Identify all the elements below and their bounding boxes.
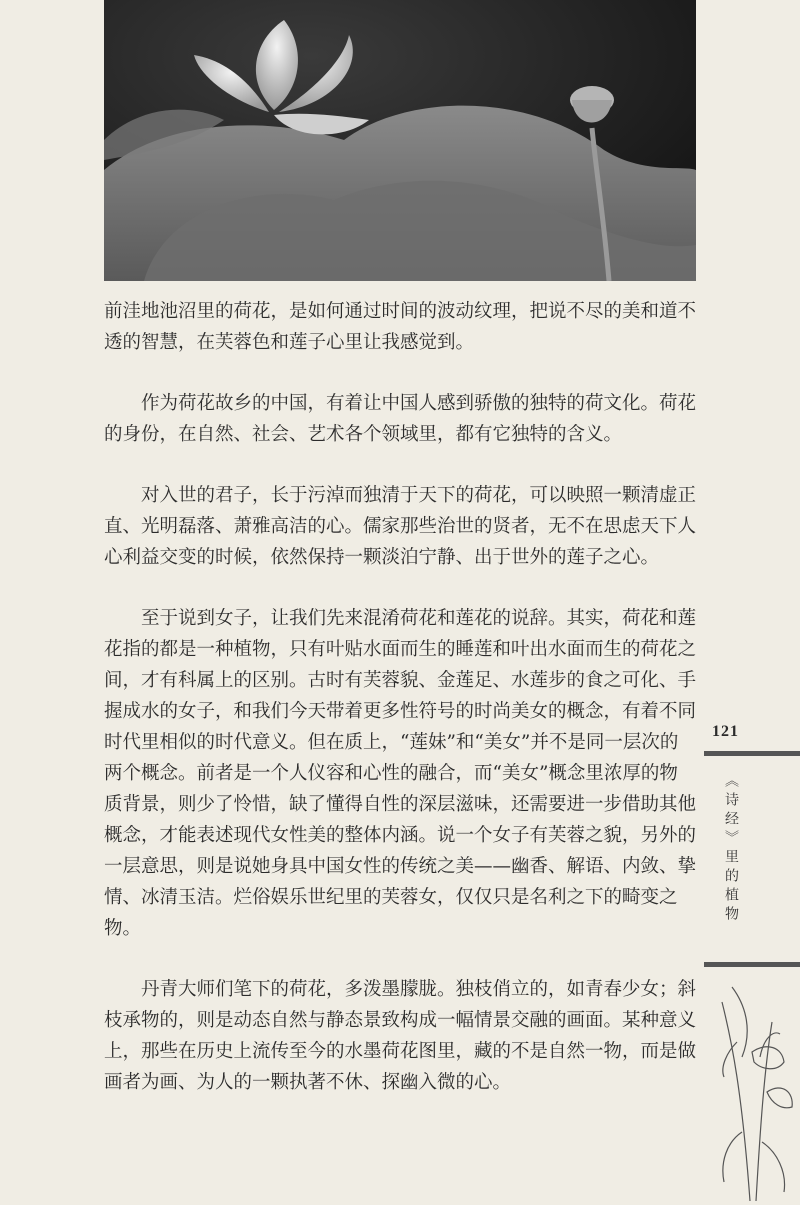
paragraph: 前洼地池沼里的荷花，是如何通过时间的波动纹理，把说不尽的美和道不透的智慧，在芙蓉色和莲子心里让我感觉到。 bbox=[104, 301, 697, 353]
margin-rule-top bbox=[704, 751, 800, 756]
page-number: 121 bbox=[712, 723, 739, 740]
margin-rule-bottom bbox=[704, 962, 800, 967]
paragraph: 至于说到女子，让我们先来混淆荷花和莲花的说辞。其实，荷花和莲花指的都是一种植物，只有叶贴水面而生的睡莲和叶出水面而生的荷花之间，才有科属上的区别。古时有芙蓉貌、金莲足、水莲步的食之可化、手握成水的女子，和我们今天带着更多性符号的时尚美女的概念，有着不同时代里相似的时代意义。但在质上，“莲妹”和“美女”并不是同一层次的两个概念。前者是一个人仪容和心性的融合，而“美女”概念里浓厚的物质背景，则少了怜惜，缺了懂得自性的深层滋味，还需要进一步借助其他概念，才能表述现代女性美的整体内涵。说一个女子有芙蓉之貌，另外的一层意思，则是说她身具中国女性的传统之美——幽香、解语、内敛、挚情、冰清玉洁。烂俗娱乐世纪里的芙蓉女，仅仅只是名利之下的畸变之物。 bbox=[104, 608, 697, 939]
paragraph: 作为荷花故乡的中国，有着让中国人感到骄傲的独特的荷文化。荷花的身份，在自然、社会、艺术各个领域里，都有它独特的含义。 bbox=[104, 393, 697, 445]
paragraph: 丹青大师们笔下的荷花，多泼墨朦胧。独枝俏立的，如青春少女；斜枝承物的，则是动态自然与静态景致构成一幅情景交融的画面。某种意义上，那些在历史上流传至今的水墨荷花图里，藏的不是自然一物，而是做画者为画、为人的一颗执著不休、探幽入微的心。 bbox=[104, 979, 697, 1093]
lotus-sketch-icon bbox=[712, 982, 800, 1201]
running-title: 《诗经》里的植物 bbox=[723, 773, 739, 925]
body-text bbox=[104, 296, 696, 1128]
paragraph: 对入世的君子，长于污淖而独清于天下的荷花，可以映照一颗清虚正直、光明磊落、萧雅高洁的心。儒家那些治世的贤者，无不在思虑天下人心利益交变的时候，依然保持一颗淡泊宁静、出于世外的莲子之心。 bbox=[104, 485, 697, 568]
lotus-photo bbox=[104, 0, 696, 281]
